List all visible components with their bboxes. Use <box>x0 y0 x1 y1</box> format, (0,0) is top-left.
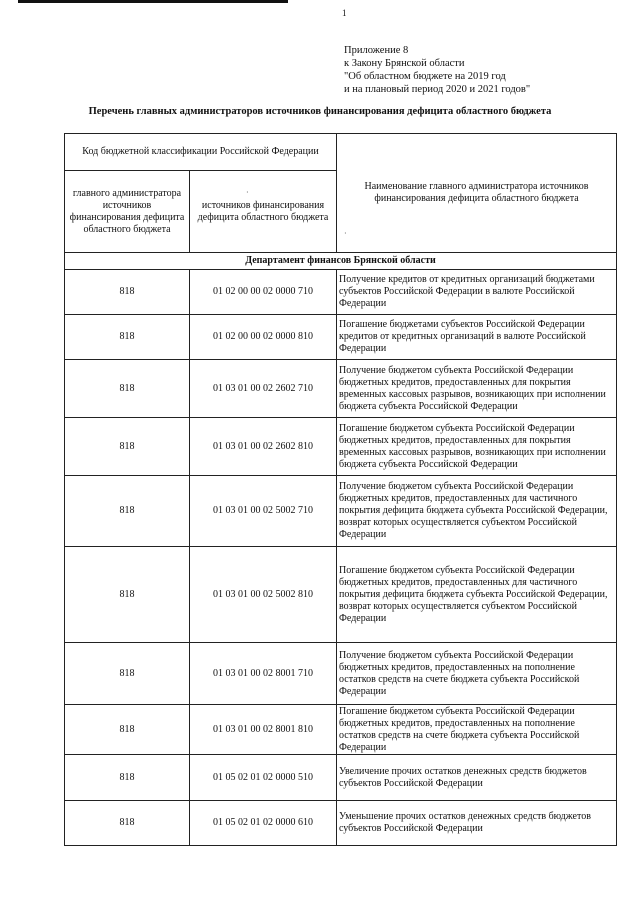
source-name-cell: Погашение бюджетом субъекта Российской Федерации бюджетных кредитов, предоставленных для частичного покрытия дефицита бюджета субъекта Российской Федерации, возврат которых осуществляется субъектом Российской Федерации <box>337 547 617 643</box>
source-code-cell: 01 03 01 00 02 8001 710 <box>190 643 337 705</box>
source-code-cell: 01 05 02 01 02 0000 610 <box>190 801 337 846</box>
source-name-cell: Получение бюджетом субъекта Российской Федерации бюджетных кредитов, предоставленных для частичного покрытия дефицита бюджета субъекта Российской Федерации, возврат которых осуществляется субъектом Российской Федерации <box>337 476 617 547</box>
source-name-cell: Погашение бюджетом субъекта Российской Федерации бюджетных кредитов, предоставленных для покрытия временных кассовых разрывов, возникающих при исполнении бюджета субъекта Российской Федерации <box>337 418 617 476</box>
source-name-cell: Получение бюджетом субъекта Российской Федерации бюджетных кредитов, предоставленных для покрытия временных кассовых разрывов, возникающих при исполнении бюджета субъекта Российской Федерации <box>337 360 617 418</box>
admin-code-cell: 818 <box>65 315 190 360</box>
admin-code-cell: 818 <box>65 547 190 643</box>
source-name-cell: Увеличение прочих остатков денежных средств бюджетов субъектов Российской Федерации <box>337 755 617 801</box>
table-row <box>65 801 617 846</box>
table-body <box>65 270 617 846</box>
document-title: Перечень главных администраторов источников финансирования дефицита областного бюджета <box>88 106 552 117</box>
source-name-cell: Получение кредитов от кредитных организаций бюджетами субъектов Российской Федерации в валюте Российской Федерации <box>337 270 617 315</box>
scan-speck: · <box>344 229 347 238</box>
appendix-line-4: и на плановый период 2020 и 2021 годов" <box>344 84 531 95</box>
scan-speck: · <box>246 188 249 197</box>
table-row <box>65 360 617 418</box>
source-code-cell: 01 05 02 01 02 0000 510 <box>190 755 337 801</box>
admin-code-cell: 818 <box>65 755 190 801</box>
admin-code-cell: 818 <box>65 643 190 705</box>
appendix-line-2: к Закону Брянской области <box>344 58 465 69</box>
table-row <box>65 270 617 315</box>
source-code-cell: 01 02 00 00 02 0000 710 <box>190 270 337 315</box>
header-admin-column: главного администратора источников финансирования дефицита областного бюджета <box>65 171 190 253</box>
source-name-cell: Погашение бюджетами субъектов Российской Федерации кредитов от кредитных организаций в валюте Российской Федерации <box>337 315 617 360</box>
admin-code-cell: 818 <box>65 801 190 846</box>
header-name-column: Наименование главного администратора источников финансирования дефицита областного бюджета <box>337 134 617 253</box>
top-scan-rule <box>18 0 288 3</box>
page-number: 1 <box>342 8 347 18</box>
table-row <box>65 547 617 643</box>
table-row <box>65 418 617 476</box>
table-row <box>65 643 617 705</box>
admin-code-cell: 818 <box>65 360 190 418</box>
source-code-cell: 01 03 01 00 02 2602 710 <box>190 360 337 418</box>
appendix-block <box>344 44 530 96</box>
source-name-cell: Получение бюджетом субъекта Российской Федерации бюджетных кредитов, предоставленных на пополнение остатков средств на счете бюджета субъекта Российской Федерации <box>337 643 617 705</box>
header-row-group <box>65 134 617 171</box>
source-name-cell: Уменьшение прочих остатков денежных средств бюджетов субъектов Российской Федерации <box>337 801 617 846</box>
table-row <box>65 705 617 755</box>
admin-code-cell: 818 <box>65 476 190 547</box>
department-row <box>65 253 617 270</box>
source-name-cell: Погашение бюджетом субъекта Российской Федерации бюджетных кредитов, предоставленных на пополнение остатков средств на счете бюджета субъекта Российской Федерации <box>337 705 617 755</box>
table-row <box>65 315 617 360</box>
administrators-table <box>64 133 617 846</box>
source-code-cell: 01 03 01 00 02 5002 710 <box>190 476 337 547</box>
appendix-line-3: "Об областном бюджете на 2019 год <box>344 71 506 82</box>
header-source-column: источников финансирования дефицита областного бюджета <box>190 171 337 253</box>
header-code-group: Код бюджетной классификации Российской Федерации <box>65 134 337 171</box>
table-row <box>65 755 617 801</box>
appendix-line-1: Приложение 8 <box>344 45 409 56</box>
source-code-cell: 01 03 01 00 02 2602 810 <box>190 418 337 476</box>
admin-code-cell: 818 <box>65 270 190 315</box>
source-code-cell: 01 03 01 00 02 8001 810 <box>190 705 337 755</box>
admin-code-cell: 818 <box>65 705 190 755</box>
source-code-cell: 01 03 01 00 02 5002 810 <box>190 547 337 643</box>
source-code-cell: 01 02 00 00 02 0000 810 <box>190 315 337 360</box>
table-row <box>65 476 617 547</box>
admin-code-cell: 818 <box>65 418 190 476</box>
department-title: Департамент финансов Брянской области <box>65 253 617 270</box>
